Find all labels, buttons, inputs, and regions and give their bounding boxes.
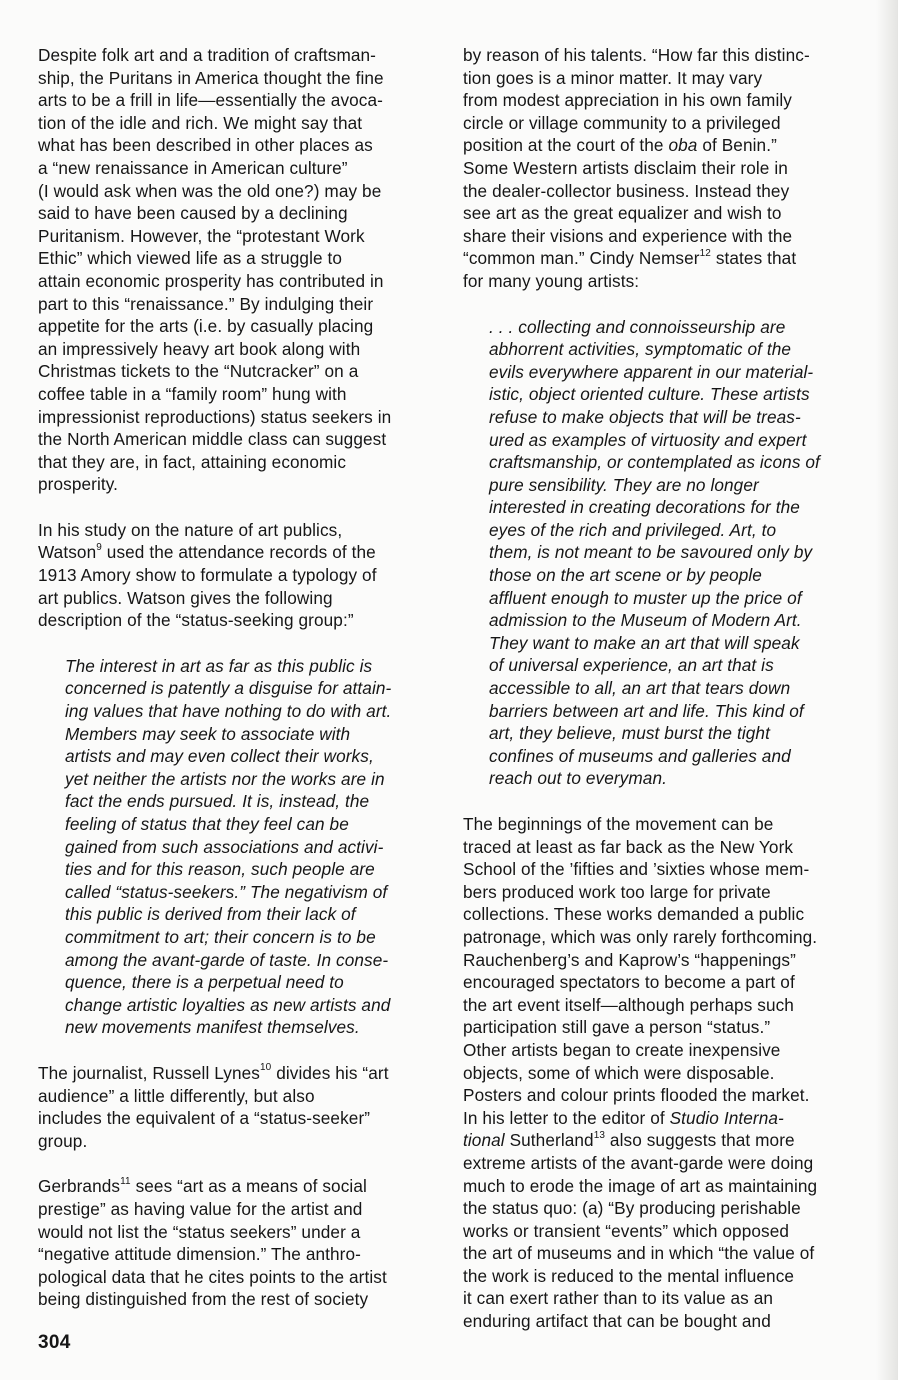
page-edge-shadow [876, 0, 898, 1380]
paragraph-text: sees “art as a means of social prestige” as having value for the artist and would not list the “status seekers” under a “negative attitude dimension.” The anthro- pological data that he cites points to the artist being distinguished from the rest of society [38, 1176, 387, 1310]
block-quote-watson: The interest in art as far as this public is concerned is patently a disguise for attain- ing values that have nothing to do with art. Members may seek to associate with artists and may even collect their works, yet neither the artists nor the works are in fact the ends pursued. It is, instead, the feeling of status that they feel can be gained from such associations and activi- ties and for this reason, such people are called “status-seekers.” The negativism of this public is derived from their lack of commitment to art; their concern is to be among the avant-garde of taste. In conse- quence, there is a perpetual need to change artistic loyalties as new artists and new movements manifest themselves. [65, 655, 392, 1038]
footnote-ref-10: 10 [259, 1062, 272, 1074]
paragraph-text: In his study on the nature of art publics, Watson [38, 519, 343, 563]
paragraph-lynes [38, 1062, 438, 1152]
left-column [38, 44, 438, 1334]
paragraph-text: The beginnings of the movement can be traced at least as far back as the New York School of the ’fifties and ’sixties whose mem- bers produced work too large for private collections. These works demanded a public patronage, which was only rarely forthcoming. Rauchenberg’s and Kaprow’s “happenings” encouraged spectators to become a part of the art event itself—although perhaps such participation still gave a person “status.” Other artists began to create inexpensive objects, some of which were disposable. Posters and colour prints flooded the market. In his letter to the editor of [463, 814, 818, 1128]
footnote-ref-11: 11 [120, 1175, 131, 1187]
footnote-ref-12: 12 [699, 247, 711, 259]
footnote-ref-9: 9 [96, 541, 102, 553]
paragraph-gerbrands [38, 1175, 438, 1311]
paragraph-text: used the attendance records of the 1913 Amory show to formulate a typology of art publics. Watson gives the following description of the “status-seeking group:” [38, 542, 377, 631]
paragraph-text: by reason of his talents. “How far this distinc- tion goes is a minor matter. It may vary from modest appreciation in his own family circle or village community to a privileged position at the court of the [463, 45, 810, 156]
italic-journal-title: Studio Interna- tional [463, 1107, 784, 1151]
page-number: 304 [38, 1332, 71, 1353]
paragraph-text: also suggests that more extreme artists of the avant-garde were doing much to erode the image of art as maintaining the status quo: (a) “By producing perishable works or transient “events” which opposed the art of museums and in which “the value of the work is reduced to the mental influence it can exert rather than to its value as an enduring artifact that can be bought and [463, 1130, 818, 1332]
paragraph-text: The journalist, Russell Lynes [38, 1062, 260, 1083]
paragraph-text: states that for many young artists: [463, 248, 797, 291]
footnote-ref-13: 13 [593, 1129, 606, 1141]
paragraph-text: of Benin.” Some Western artists disclaim their role in the dealer-collector business. Instead they see art as the great equalizer and wish to share their visions and experience with the “common man.” Cindy Nemser [463, 135, 793, 269]
paragraph-text: divides his “art audience” a little differently, but also includes the equivalent of a “status-seeker” group. [38, 1062, 389, 1151]
italic-term-oba: oba [668, 135, 698, 156]
paragraph-puritans: Despite folk art and a tradition of craftsman- ship, the Puritans in America thought the fine arts to be a frill in life—essentially the avoca- tion of the idle and rich. We might say that what has been described in other places as a “new renaissance in American culture” (I would ask when was the old one?) may be said to have been caused by a declining Puritanism. However, the “protestant Work Ethic” which viewed life as a struggle to attain economic prosperity has contributed in part to this “renaissance.” By indulging their appetite for the arts (i.e. by casually placing an impressively heavy art book along with Christmas tickets to the “Nutcracker” on a coffee table in a “family room” hung with impressionist reproductions) status seekers in the North American middle class can suggest that they are, in fact, attaining economic prosperity. [38, 45, 392, 495]
paragraph-text: Gerbrands [38, 1176, 121, 1197]
block-quote-nemser: . . . collecting and connoisseurship are abhorrent activities, symptomatic of the evils everywhere apparent in our material- istic, object oriented culture. These artists refuse to make objects that will be treas- ured as examples of virtuosity and expert craftsmanship, or contemplated as icons of pure sensibility. They are no longer interested in creating decorations for the eyes of the rich and privileged. Art, to them, is not meant to be savoured only by those on the art scene or by people affluent enough to muster up the price of admission to the Museum of Modern Art. They want to make an art that will speak of universal experience, an art that is accessible to all, an art that tears down barriers between art and life. This kind of art, they believe, must burst the tight confines of museums and galleries and reach out to everyman. [489, 316, 820, 789]
paragraph-text: Sutherland [504, 1130, 594, 1151]
paragraph-movement [463, 813, 863, 1333]
paragraph-watson [38, 519, 438, 632]
paragraph-talents [463, 44, 863, 293]
right-column [463, 44, 863, 1356]
